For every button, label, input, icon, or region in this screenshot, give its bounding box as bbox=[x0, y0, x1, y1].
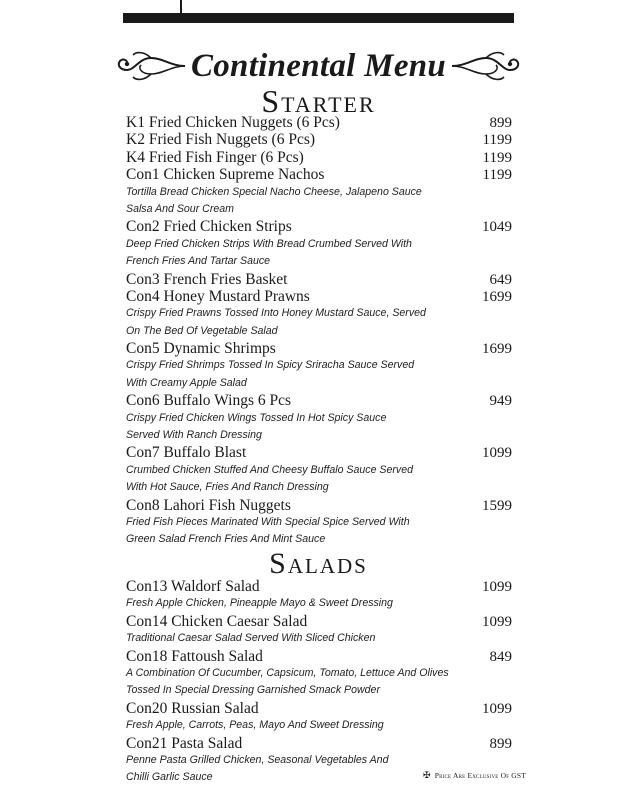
item-description: A Combination Of Cucumber, Capsicum, Tomato, Lettuce And Olives bbox=[126, 666, 449, 679]
footnote-text: Price Are Exclusive Of GST bbox=[434, 771, 527, 780]
menu-item-row bbox=[126, 114, 512, 131]
menu-item-row bbox=[126, 340, 512, 357]
item-price: 1099 bbox=[482, 579, 512, 595]
item-description: Tossed In Special Dressing Garnished Smack Powder bbox=[126, 684, 380, 697]
menu-item bbox=[126, 700, 512, 735]
item-price: 1699 bbox=[482, 288, 512, 305]
item-price: 1099 bbox=[482, 445, 512, 462]
item-description: Crispy Fried Shrimps Tossed In Spicy Sriracha Sauce Served bbox=[126, 359, 415, 372]
menu-item-row bbox=[126, 392, 512, 409]
ornament-icon: ✠ bbox=[423, 770, 431, 780]
item-name: Con2 Fried Chicken Strips bbox=[126, 218, 292, 236]
item-description: Crispy Fried Chicken Wings Tossed In Hot Spicy Sauce bbox=[126, 411, 387, 424]
item-price: 1049 bbox=[482, 219, 512, 236]
item-name: K1 Fried Chicken Nuggets (6 Pcs) bbox=[126, 114, 340, 131]
salads-list bbox=[126, 578, 512, 787]
item-name: K2 Fried Fish Nuggets (6 Pcs) bbox=[126, 131, 316, 149]
item-description: With Creamy Apple Salad bbox=[126, 376, 247, 389]
item-price: 1099 bbox=[482, 700, 512, 717]
menu-item bbox=[126, 497, 512, 549]
menu-item-row bbox=[126, 700, 512, 717]
item-price: 1199 bbox=[482, 132, 512, 149]
menu-item bbox=[126, 166, 512, 218]
price-footnote bbox=[423, 770, 526, 781]
item-name: Con7 Buffalo Blast bbox=[126, 444, 247, 462]
item-price: 1199 bbox=[482, 149, 512, 166]
item-description: Penne Pasta Grilled Chicken, Seasonal Vegetables And bbox=[126, 753, 389, 766]
menu-item-row bbox=[126, 271, 512, 288]
menu-item bbox=[126, 149, 512, 166]
item-price: 1199 bbox=[482, 167, 512, 184]
item-name: Con13 Waldorf Salad bbox=[126, 578, 260, 595]
menu-item-row bbox=[126, 166, 512, 183]
section-heading-starter: Starter bbox=[261, 83, 376, 119]
item-description: French Fries And Tartar Sauce bbox=[126, 255, 271, 268]
menu-item-row bbox=[126, 578, 512, 595]
item-description: Fresh Apple Chicken, Pineapple Mayo & Sweet Dressing bbox=[126, 597, 393, 610]
item-price: 899 bbox=[489, 115, 512, 131]
menu-item-row bbox=[126, 131, 512, 148]
section-heading-salads: Salads bbox=[269, 547, 368, 580]
top-divider-bar bbox=[123, 13, 514, 23]
item-description: Fresh Apple, Carrots, Peas, Mayo And Sweet Dressing bbox=[126, 719, 384, 732]
item-name: Con1 Chicken Supreme Nachos bbox=[126, 166, 325, 184]
item-name: Con4 Honey Mustard Prawns bbox=[126, 287, 310, 305]
menu-item bbox=[126, 444, 512, 496]
menu-item-row bbox=[126, 149, 512, 166]
menu-item-row bbox=[126, 288, 512, 305]
item-name: Con5 Dynamic Shrimps bbox=[126, 340, 276, 358]
menu-item-row bbox=[126, 497, 512, 514]
item-description: Served With Ranch Dressing bbox=[126, 429, 262, 442]
item-description: Deep Fried Chicken Strips With Bread Crumbed Served With bbox=[126, 237, 412, 250]
item-description: Chilli Garlic Sauce bbox=[126, 771, 213, 784]
item-price: 1699 bbox=[482, 341, 512, 358]
item-name: Con6 Buffalo Wings 6 Pcs bbox=[126, 392, 292, 410]
menu-item bbox=[126, 114, 512, 131]
item-description: With Hot Sauce, Fries And Ranch Dressing bbox=[126, 481, 329, 494]
item-description: Crispy Fried Prawns Tossed Into Honey Mustard Sauce, Served bbox=[126, 307, 426, 320]
menu-item bbox=[126, 578, 512, 613]
starter-list bbox=[126, 114, 512, 549]
item-name: Con14 Chicken Caesar Salad bbox=[126, 612, 308, 630]
page-title: Continental Menu bbox=[190, 47, 447, 84]
item-description: Fried Fish Pieces Marinated With Special Spice Served With bbox=[126, 515, 410, 528]
item-description: Tortilla Bread Chicken Special Nacho Cheese, Jalapeno Sauce bbox=[126, 185, 422, 198]
item-description: On The Bed Of Vegetable Salad bbox=[126, 324, 278, 337]
item-name: Con21 Pasta Salad bbox=[126, 734, 243, 752]
item-name: Con3 French Fries Basket bbox=[126, 270, 288, 288]
menu-item bbox=[126, 392, 512, 444]
menu-item-row bbox=[126, 613, 512, 630]
item-price: 899 bbox=[489, 735, 512, 752]
item-price: 849 bbox=[489, 648, 512, 665]
menu-item-row bbox=[126, 648, 512, 665]
item-description: Salsa And Sour Cream bbox=[126, 202, 234, 215]
right-flourish-icon bbox=[450, 48, 526, 84]
menu-item-row bbox=[126, 444, 512, 461]
item-name: Con8 Lahori Fish Nuggets bbox=[126, 496, 291, 514]
item-price: 649 bbox=[489, 271, 512, 288]
item-name: K4 Fried Fish Finger (6 Pcs) bbox=[126, 148, 304, 166]
item-description: Traditional Caesar Salad Served With Sliced Chicken bbox=[126, 632, 376, 645]
menu-item bbox=[126, 271, 512, 288]
item-price: 949 bbox=[489, 393, 512, 410]
left-flourish-icon bbox=[111, 48, 187, 84]
item-name: Con20 Russian Salad bbox=[126, 699, 259, 717]
item-description: Green Salad French Fries And Mint Sauce bbox=[126, 533, 326, 546]
menu-item bbox=[126, 648, 512, 700]
menu-item-row bbox=[126, 218, 512, 235]
item-description: Crumbed Chicken Stuffed And Cheesy Buffalo Sauce Served bbox=[126, 463, 413, 476]
item-price: 1099 bbox=[482, 613, 512, 630]
menu-item bbox=[126, 613, 512, 648]
item-price: 1599 bbox=[482, 497, 512, 514]
menu-item bbox=[126, 340, 512, 392]
menu-item-row bbox=[126, 735, 512, 752]
menu-item bbox=[126, 131, 512, 148]
menu-item bbox=[126, 288, 512, 340]
menu-item bbox=[126, 218, 512, 270]
item-name: Con18 Fattoush Salad bbox=[126, 647, 263, 665]
